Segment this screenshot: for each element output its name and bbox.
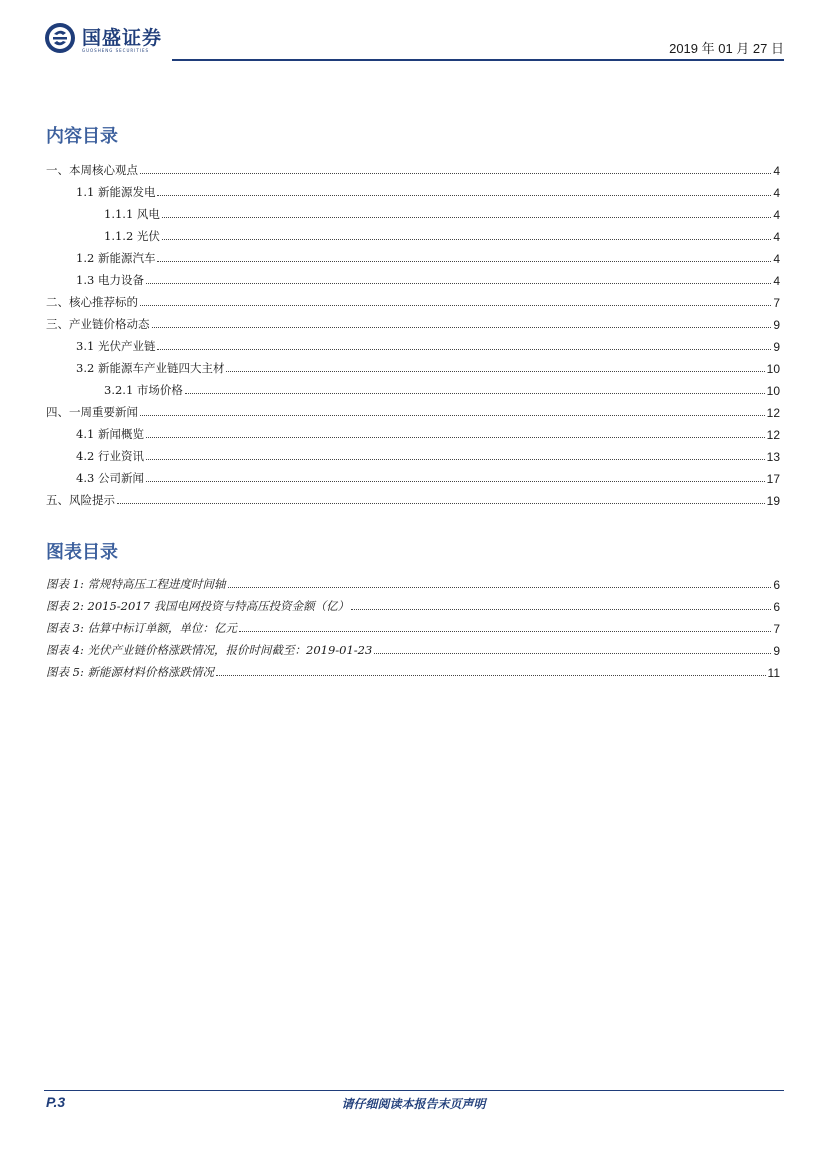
figure-entry-page: 6 bbox=[773, 578, 780, 592]
toc-entry-page: 12 bbox=[766, 406, 780, 420]
dot-leader bbox=[152, 326, 772, 328]
toc-entry-label: 4.3 公司新闻 bbox=[76, 471, 144, 485]
toc-entry[interactable] bbox=[46, 156, 780, 178]
dot-leader bbox=[146, 436, 765, 438]
toc-entry[interactable] bbox=[46, 420, 780, 442]
toc-entry-page: 10 bbox=[766, 384, 780, 398]
toc-entry-page: 4 bbox=[773, 274, 780, 288]
toc-entry-label: 四、一周重要新闻 bbox=[46, 405, 138, 419]
toc-entry[interactable] bbox=[46, 464, 780, 486]
dot-leader bbox=[228, 586, 772, 588]
toc-entry-label: 4.2 行业资讯 bbox=[76, 449, 144, 463]
figures-list bbox=[46, 570, 780, 680]
toc-entry[interactable] bbox=[46, 178, 780, 200]
figure-entry-label: 图表 3: 估算中标订单额，单位：亿元 bbox=[46, 621, 238, 635]
toc-entry-label: 三、产业链价格动态 bbox=[46, 317, 150, 331]
dot-leader bbox=[140, 414, 765, 416]
dot-leader bbox=[226, 370, 764, 372]
toc-entry[interactable] bbox=[46, 222, 780, 244]
dot-leader bbox=[146, 480, 765, 482]
dot-leader bbox=[216, 674, 766, 676]
toc-entry-page: 12 bbox=[766, 428, 780, 442]
toc-entry-label: 一、本周核心观点 bbox=[46, 163, 138, 177]
figure-entry-page: 9 bbox=[773, 644, 780, 658]
dot-leader bbox=[117, 502, 765, 504]
dot-leader bbox=[146, 458, 765, 460]
toc-entry-page: 9 bbox=[773, 340, 780, 354]
dot-leader bbox=[157, 194, 771, 196]
toc-entry-label: 1.3 电力设备 bbox=[76, 273, 144, 287]
brand-name: 国盛证券 bbox=[82, 27, 163, 49]
toc-entry-label: 1.1.1 风电 bbox=[104, 207, 160, 221]
brand-subtitle: GUOSHENG SECURITIES bbox=[82, 48, 150, 53]
toc-entry-page: 7 bbox=[773, 296, 780, 310]
toc-entry-page: 10 bbox=[766, 362, 780, 376]
page-header bbox=[44, 22, 784, 62]
figure-entry-label: 图表 1: 常规特高压工程进度时间轴 bbox=[46, 577, 226, 591]
figure-entry[interactable] bbox=[46, 658, 780, 680]
toc-entry[interactable] bbox=[46, 398, 780, 420]
footer-divider bbox=[44, 1090, 784, 1091]
toc-entry-page: 17 bbox=[766, 472, 780, 486]
toc-entry[interactable] bbox=[46, 332, 780, 354]
toc-entry-page: 4 bbox=[773, 252, 780, 266]
toc-entry-page: 4 bbox=[773, 230, 780, 244]
figure-entry[interactable] bbox=[46, 636, 780, 658]
toc-entry-label: 二、核心推荐标的 bbox=[46, 295, 138, 309]
page-number: P.3 bbox=[46, 1094, 66, 1110]
dot-leader bbox=[140, 304, 771, 306]
toc-entry-label: 五、风险提示 bbox=[46, 493, 115, 507]
toc-entry-page: 4 bbox=[773, 208, 780, 222]
toc-entry[interactable] bbox=[46, 486, 780, 508]
dot-leader bbox=[157, 348, 771, 350]
toc-entry-label: 1.1 新能源发电 bbox=[76, 185, 156, 199]
toc-entry-page: 13 bbox=[766, 450, 780, 464]
toc-title: 内容目录 bbox=[46, 126, 118, 147]
toc-entry-page: 4 bbox=[773, 186, 780, 200]
toc-entry-label: 3.1 光伏产业链 bbox=[76, 339, 156, 353]
toc-list bbox=[46, 156, 780, 508]
toc-entry[interactable] bbox=[46, 354, 780, 376]
figure-entry[interactable] bbox=[46, 614, 780, 636]
dot-leader bbox=[146, 282, 771, 284]
toc-entry-label: 4.1 新闻概览 bbox=[76, 427, 144, 441]
toc-entry[interactable] bbox=[46, 244, 780, 266]
toc-entry-label: 3.2 新能源车产业链四大主材 bbox=[76, 361, 225, 375]
toc-entry[interactable] bbox=[46, 288, 780, 310]
toc-entry-page: 19 bbox=[766, 494, 780, 508]
toc-entry[interactable] bbox=[46, 200, 780, 222]
figure-entry[interactable] bbox=[46, 570, 780, 592]
brand-logo-icon bbox=[44, 22, 76, 54]
toc-entry[interactable] bbox=[46, 442, 780, 464]
figure-entry-page: 6 bbox=[773, 600, 780, 614]
figure-entry-page: 11 bbox=[767, 666, 780, 680]
dot-leader bbox=[239, 630, 771, 632]
figure-entry-label: 图表 2: 2015-2017 我国电网投资与特高压投资金额（亿） bbox=[46, 599, 350, 613]
dot-leader bbox=[162, 238, 771, 240]
toc-entry-label: 3.2.1 市场价格 bbox=[104, 383, 183, 397]
dot-leader bbox=[157, 260, 771, 262]
figure-entry-page: 7 bbox=[773, 622, 780, 636]
toc-entry-label: 1.2 新能源汽车 bbox=[76, 251, 156, 265]
toc-entry[interactable] bbox=[46, 310, 780, 332]
figure-entry-label: 图表 5: 新能源材料价格涨跌情况 bbox=[46, 665, 215, 679]
header-divider-gap bbox=[44, 59, 172, 61]
report-date: 2019 年 01 月 27 日 bbox=[669, 41, 784, 56]
toc-entry[interactable] bbox=[46, 376, 780, 398]
dot-leader bbox=[185, 392, 765, 394]
dot-leader bbox=[140, 172, 771, 174]
dot-leader bbox=[374, 652, 771, 654]
toc-entry-label: 1.1.2 光伏 bbox=[104, 229, 160, 243]
disclaimer-note: 请仔细阅读本报告末页声明 bbox=[341, 1097, 486, 1111]
toc-entry-page: 4 bbox=[773, 164, 780, 178]
figure-entry-label: 图表 4: 光伏产业链价格涨跌情况，报价时间截至：2019-01-23 bbox=[46, 643, 373, 657]
toc-entry-page: 9 bbox=[773, 318, 780, 332]
figure-entry[interactable] bbox=[46, 592, 780, 614]
figures-title: 图表目录 bbox=[46, 542, 118, 563]
dot-leader bbox=[162, 216, 771, 218]
dot-leader bbox=[351, 608, 771, 610]
toc-entry[interactable] bbox=[46, 266, 780, 288]
